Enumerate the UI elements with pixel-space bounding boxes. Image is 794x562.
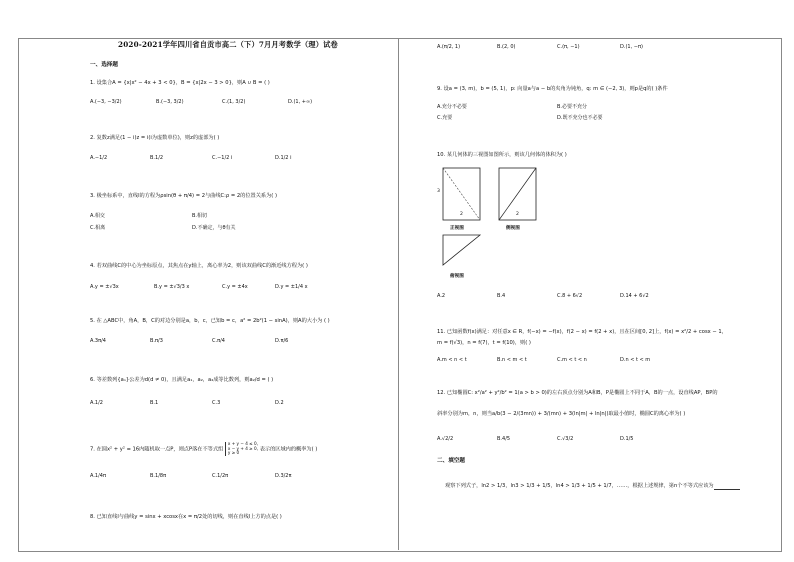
question-8-stem: 8. 已知直线l与曲线y = sinx + xcosx在x = π/2处的切线，则在直线l上方的点是( ) [90,514,282,520]
dimension-label-3: 3 [437,189,440,194]
question-7-stem-before: 7. 在圆x² + y² = 16内随机取一点P，则点P落在不等式组 [90,446,224,453]
question-4-option-d: D.y = ±1/4 x [275,284,308,290]
question-12-option-d: D.1/5 [620,436,634,442]
inequality-line-3: y ≥ 0 [227,450,240,456]
side-view-label: 侧视图 [506,226,520,231]
question-10-option-c: C.8 + 6√2 [557,293,583,299]
question-2-stem: 2. 复数z满足(1 − i)z = i(i为虚数单位)，则z的虚部为( ) [90,135,220,141]
question-6-option-a: A.1/2 [90,400,103,406]
question-7-stem-after: 表示的区域内的概率为( ) [259,446,318,453]
question-3-stem: 3. 极坐标系中，直线l的方程为ρsin(θ + π/4) = 2与曲线C:ρ = 2的位置关系为( ) [90,193,277,199]
question-8-option-b: B.(2, 0) [497,44,516,50]
question-5-option-d: D.π/6 [275,338,289,344]
question-8-option-a: A.(π/2, 1) [437,44,461,50]
question-3-option-d: D.不确定，与θ有关 [192,225,236,231]
question-5-option-b: B.π/3 [150,338,163,344]
question-4-option-a: A.y = ±√3x [90,284,119,290]
question-1-option-c: C.(1, 3/2) [222,99,246,105]
exam-title: 2020-2021学年四川省自贡市高二（下）7月月考数学（理）试卷 [118,40,338,49]
question-9-option-d: D.既不充分也不必要 [557,115,603,121]
question-2-option-c: C.−1/2 i [212,155,233,161]
question-10-stem: 10. 某几何体的三视图如图所示，则该几何体的体积为( ) [437,152,567,158]
question-10-option-a: A.2 [437,293,446,299]
question-1-stem: 1. 设集合A = {x|x² − 4x + 3 < 0}，B = {x|2x − 3 > 0}，则A ∪ B = ( ) [90,80,270,86]
column-divider [398,38,399,550]
question-9-stem: 9. 设a = (3, m)，b = (5, 1)，p: 向量a与a − b的夹角为钝角，q: m ∈ (−2, 3)，则p是q的( )条件 [437,86,668,92]
question-12-stem: 12. 已知椭圆C: x²/a² + y²/b² = 1(a > b > 0)的左右顶点分别为A和B，P是椭圆上不同于A，B的一点，设直线AP，BP的 [437,390,718,396]
question-12-stem-line-2: 斜率分别为m，n，则当a/b(3 − 2/(3mn)) + 3/(mn) + 3(ln|m| + ln|n|)取最小值时，椭圆C的离心率为( ) [437,411,686,417]
question-9-option-c: C.充要 [437,115,453,121]
inequality-line-2: x − y + 4 ≥ 0, [227,445,259,451]
question-7-option-d: D.3/2π [275,473,292,479]
question-11-option-a: A.m < n < t [437,357,467,363]
question-1-option-a: A.(−3, −3/2) [90,99,122,105]
question-10-option-d: D.14 + 6√2 [620,293,649,299]
question-12-option-b: B.4/5 [497,436,511,442]
question-4-stem: 4. 若双曲线C的中心为坐标原点，其焦点在y轴上，离心率为2，则该双曲线C的渐近线方程为( ) [90,263,308,269]
top-view-triangle [443,235,480,265]
question-5-option-a: A.3π/4 [90,338,106,344]
question-2-option-b: B.1/2 [150,155,164,161]
question-11-option-c: C.m < t < n [557,357,587,363]
question-1-option-b: B.(−3, 3/2) [156,99,184,105]
dimension-label-side-2: 2 [516,212,519,217]
question-7-stem [90,442,317,456]
section-fill-heading: 二、填空题 [437,458,465,464]
question-12-option-a: A.√2/2 [437,436,454,442]
three-view-figure [437,162,547,287]
question-11-option-b: B.n < m < t [497,357,527,363]
question-6-option-d: D.2 [275,400,284,406]
fill-question-1 [445,483,740,490]
question-4-option-b: B.y = ±√3/3 x [154,284,190,290]
question-11-stem: 11. 已知函数f(x)满足：对任意x ∈ R，f(−x) = −f(x)，f(2 − x) = f(2 + x)，且在区间[0, 2]上，f(x) = x²/2 + cosx − 1， [437,329,727,335]
question-12-option-c: C.√3/2 [557,436,574,442]
dimension-label-front-2: 2 [460,212,463,217]
top-view-label: 俯视图 [450,274,464,279]
question-2-option-d: D.1/2 i [275,155,292,161]
question-3-option-a: A.相交 [90,213,105,219]
question-5-stem: 5. 在 △ABC中，角A，B，C的对边分别是a，b，c，已知b = c，a² = 2b²(1 − sinA)，则A的大小为 ( ) [90,318,330,324]
inequality-line-1: x + y − 4 ≤ 0, [227,441,259,446]
question-6-stem: 6. 等差数列{aₙ}公差为d(d ≠ 0)，且满足a₁，a₂，a₄成等比数列，则a₂/d = ( ) [90,377,274,383]
section-choice-heading: 一、选择题 [90,62,118,68]
question-7-option-c: C.1/2π [212,473,229,479]
question-6-option-b: B.1 [150,400,159,406]
question-7-option-a: A.1/4π [90,473,106,479]
inequality-system [225,442,258,456]
question-1-option-d: D.(1, +∞) [288,99,313,105]
question-3-option-c: C.相离 [90,225,106,231]
page-frame [18,38,782,552]
question-11-option-d: D.n < t < m [620,357,651,363]
question-8-option-d: D.(1, −π) [620,44,643,50]
question-7-option-b: B.1/8π [150,473,167,479]
question-9-option-b: B.必要不充分 [557,104,588,110]
question-2-option-a: A.−1/2 [90,155,108,161]
question-4-option-c: C.y = ±4x [222,284,248,290]
fill-question-1-text: 观察下列式子，ln2 > 1/3，ln3 > 1/3 + 1/5，ln4 > 1/3 + 1/5 + 1/7，……，根据上述规律，第n个不等式应该为 [445,483,714,489]
question-10-option-b: B.4 [497,293,506,299]
answer-blank[interactable] [714,489,740,490]
question-6-option-c: C.3 [212,400,221,406]
question-3-option-b: B.相切 [192,213,208,219]
question-8-option-c: C.(π, −1) [557,44,580,50]
question-9-option-a: A.充分不必要 [437,104,467,110]
question-11-stem-line-2: m = f(√3)，n = f(7)，t = f(10)，则( ) [437,340,531,346]
front-view-label: 正视图 [450,226,464,231]
question-5-option-c: C.π/4 [212,338,225,344]
